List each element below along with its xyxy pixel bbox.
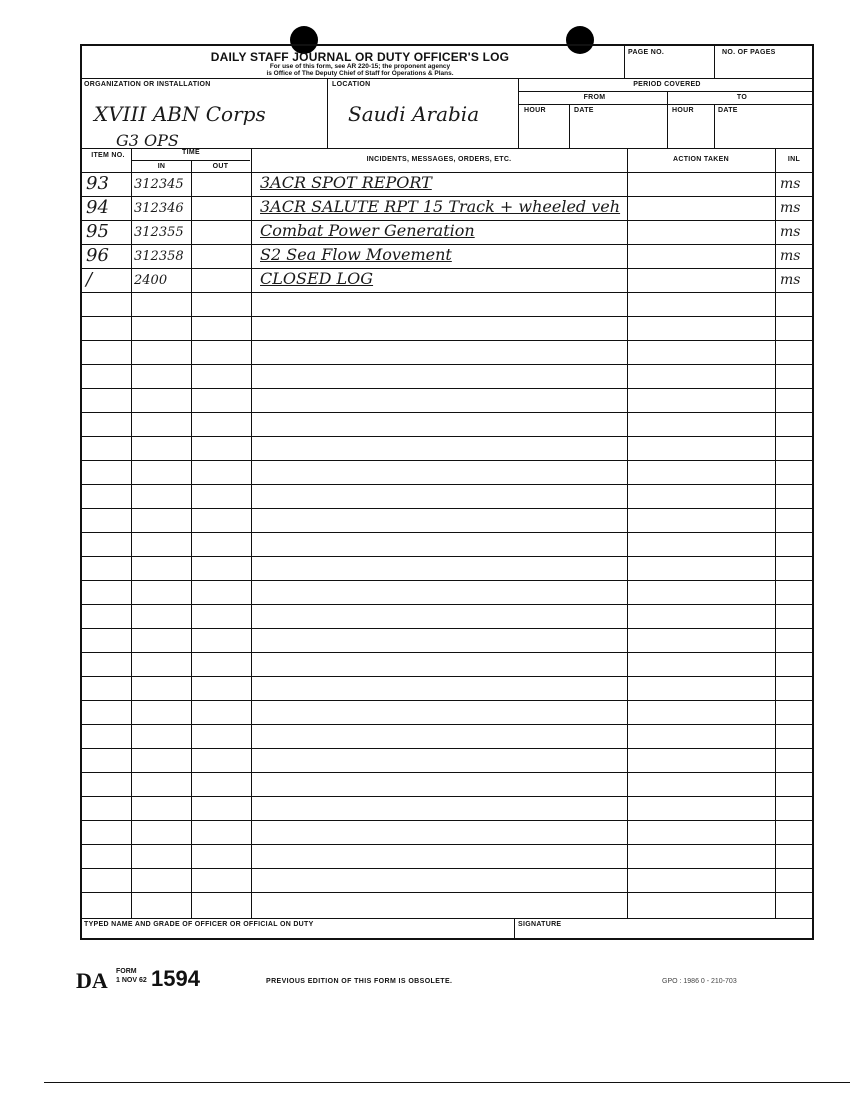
table-row — [82, 868, 812, 893]
form-number: 1594 — [151, 966, 200, 991]
table-row — [82, 508, 812, 533]
table-row — [82, 484, 812, 509]
entry-time-in: 2400 — [134, 273, 168, 288]
entry-item-no: 95 — [86, 221, 109, 242]
entry-text: CLOSED LOG — [260, 269, 374, 288]
form-date: 1 NOV 62 — [116, 977, 147, 984]
table-row — [82, 436, 812, 461]
from-hour-label: HOUR — [524, 107, 546, 114]
table-row — [82, 388, 812, 413]
journal-form — [80, 44, 814, 940]
org-value-line2: G3 OPS — [116, 131, 179, 150]
to-label: TO — [736, 94, 748, 101]
table-row — [82, 316, 812, 341]
from-label: FROM — [583, 94, 606, 101]
time-out-header: OUT — [212, 163, 229, 170]
no-of-pages-label: NO. OF PAGES — [722, 49, 776, 56]
form-title: DAILY STAFF JOURNAL OR DUTY OFFICER'S LOG — [210, 50, 510, 64]
table-row — [82, 340, 812, 365]
entry-initials: ms — [780, 224, 801, 240]
entry-item-no: 94 — [86, 197, 109, 218]
entry-initials: ms — [780, 200, 801, 216]
entry-text: 3ACR SPOT REPORT — [260, 173, 432, 192]
table-row — [82, 772, 812, 797]
table-row — [82, 700, 812, 725]
entry-initials: ms — [780, 248, 801, 264]
table-row — [82, 556, 812, 581]
table-row — [82, 532, 812, 557]
page-bottom-rule — [44, 1082, 850, 1083]
form-word: FORM — [116, 968, 137, 975]
typed-name-label: TYPED NAME AND GRADE OF OFFICER OR OFFICIAL ON DUTY — [84, 921, 314, 928]
table-row — [82, 892, 812, 917]
table-row — [82, 652, 812, 677]
form-subtitle-1: For use of this form, see AR 220-15; the proponent agency — [269, 63, 451, 70]
org-label: ORGANIZATION OR INSTALLATION — [84, 81, 211, 88]
table-row — [82, 364, 812, 389]
table-row — [82, 292, 812, 317]
table-row — [82, 796, 812, 821]
item-no-header: ITEM NO. — [91, 152, 125, 159]
to-date-label: DATE — [718, 107, 738, 114]
table-row — [82, 604, 812, 629]
signature-label: SIGNATURE — [518, 921, 562, 928]
form-subtitle-2: is Office of The Deputy Chief of Staff for Operations & Plans. — [266, 70, 454, 77]
entry-item-no: / — [86, 269, 93, 290]
table-row — [82, 724, 812, 749]
table-row — [82, 628, 812, 653]
table-row — [82, 820, 812, 845]
table-row — [82, 844, 812, 869]
table-row — [82, 676, 812, 701]
table-row — [82, 412, 812, 437]
entry-item-no: 93 — [86, 173, 109, 194]
gpo-number: GPO : 1986 0 - 210-703 — [662, 978, 737, 985]
entry-time-in: 312346 — [134, 201, 184, 216]
page-no-label: PAGE NO. — [628, 49, 665, 56]
entry-item-no: 96 — [86, 245, 109, 266]
entry-initials: ms — [780, 272, 801, 288]
location-label: LOCATION — [332, 81, 371, 88]
table-row — [82, 460, 812, 485]
org-value-line1: XVIII ABN Corps — [94, 102, 266, 126]
entry-text: 3ACR SALUTE RPT 15 Track + wheeled veh — [260, 197, 621, 216]
entry-initials: ms — [780, 176, 801, 192]
entry-time-in: 312345 — [134, 177, 184, 192]
time-header: TIME — [182, 149, 200, 156]
to-hour-label: HOUR — [672, 107, 694, 114]
entry-time-in: 312358 — [134, 249, 184, 264]
inl-header: INL — [787, 156, 801, 163]
form-da: DA — [76, 968, 108, 993]
entry-text: Combat Power Generation — [260, 221, 475, 240]
table-row — [82, 580, 812, 605]
table-row — [82, 268, 812, 293]
period-covered-label: PERIOD COVERED — [633, 81, 701, 88]
from-date-label: DATE — [574, 107, 594, 114]
time-in-header: IN — [157, 163, 166, 170]
action-taken-header: ACTION TAKEN — [673, 156, 729, 163]
entry-text: S2 Sea Flow Movement — [260, 245, 452, 264]
location-value: Saudi Arabia — [348, 102, 480, 126]
incidents-header: INCIDENTS, MESSAGES, ORDERS, ETC. — [366, 156, 512, 163]
table-row — [82, 172, 812, 197]
entry-time-in: 312355 — [134, 225, 184, 240]
previous-edition-note: PREVIOUS EDITION OF THIS FORM IS OBSOLETE. — [266, 978, 453, 985]
table-row — [82, 748, 812, 773]
